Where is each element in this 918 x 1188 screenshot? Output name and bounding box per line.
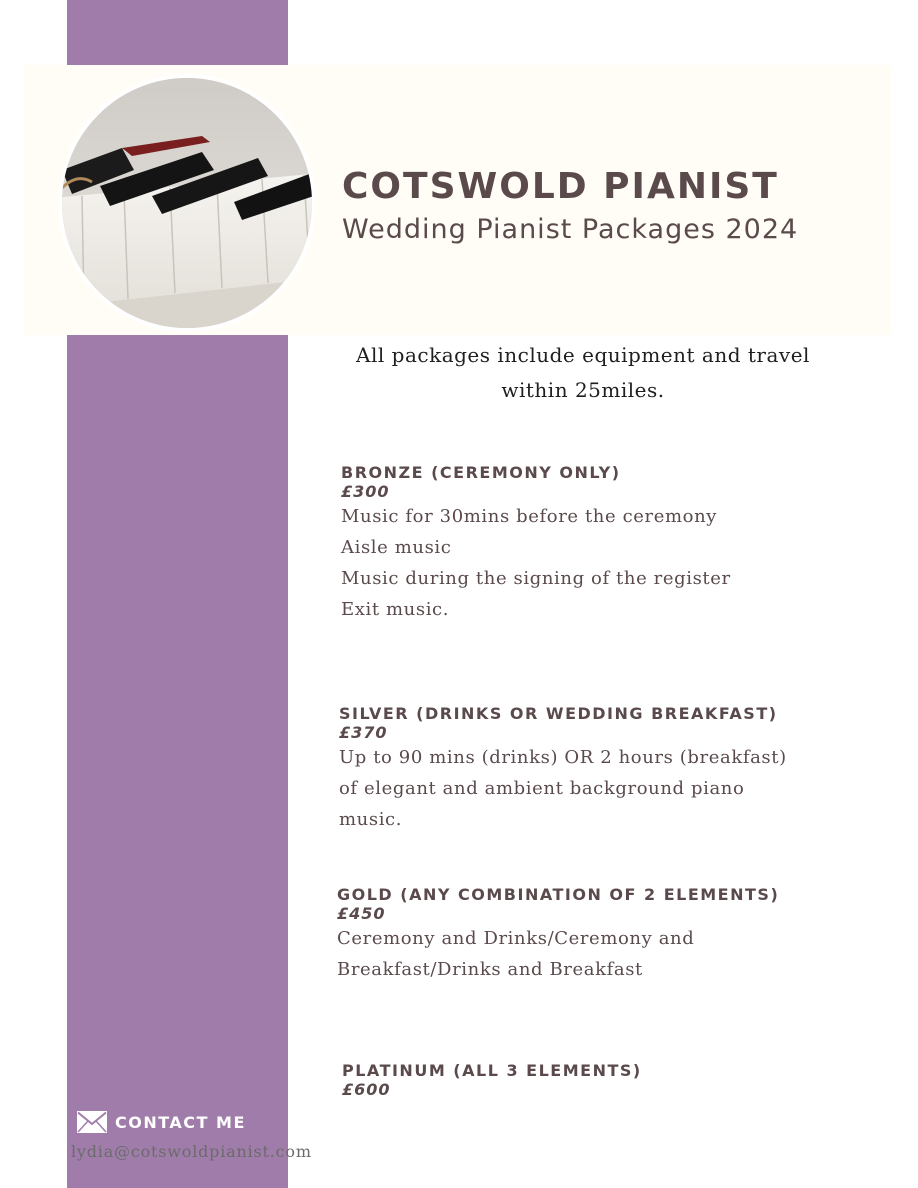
package-line: Music during the signing of the register [341, 568, 731, 589]
intro-text [318, 338, 848, 408]
email-link[interactable]: lydia@cotswoldpianist.com [71, 1142, 312, 1161]
package-line: Music for 30mins before the ceremony [341, 506, 718, 527]
package-line: music. [339, 809, 403, 830]
intro-line: within 25miles. [501, 378, 665, 402]
piano-keys-photo [58, 74, 316, 332]
package-gold [337, 885, 779, 985]
package-name: BRONZE (CEREMONY ONLY) [341, 463, 621, 482]
package-line: Aisle music [341, 537, 452, 558]
package-line: Exit music. [341, 599, 450, 620]
contact-label: CONTACT ME [115, 1112, 246, 1132]
package-price: £300 [341, 482, 390, 501]
package-platinum [342, 1061, 642, 1099]
package-price: £600 [342, 1080, 391, 1099]
package-price: £450 [337, 904, 386, 923]
package-bronze [341, 463, 731, 625]
package-line: of elegant and ambient background piano [339, 778, 745, 799]
package-line: Up to 90 mins (drinks) OR 2 hours (breakfast) [339, 747, 787, 768]
package-price: £370 [339, 723, 388, 742]
package-name: GOLD (ANY COMBINATION OF 2 ELEMENTS) [337, 885, 780, 904]
package-silver [339, 704, 787, 835]
package-line: Ceremony and Drinks/Ceremony and [337, 928, 695, 949]
page-title: COTSWOLD PIANIST [342, 166, 779, 207]
envelope-icon [77, 1111, 107, 1133]
package-name: SILVER (DRINKS OR WEDDING BREAKFAST) [339, 704, 778, 723]
intro-line: All packages include equipment and travel [356, 343, 810, 367]
contact-me[interactable] [77, 1111, 246, 1133]
package-line: Breakfast/Drinks and Breakfast [337, 959, 643, 980]
package-name: PLATINUM (ALL 3 ELEMENTS) [342, 1061, 642, 1080]
page-subtitle: Wedding Pianist Packages 2024 [342, 214, 799, 245]
